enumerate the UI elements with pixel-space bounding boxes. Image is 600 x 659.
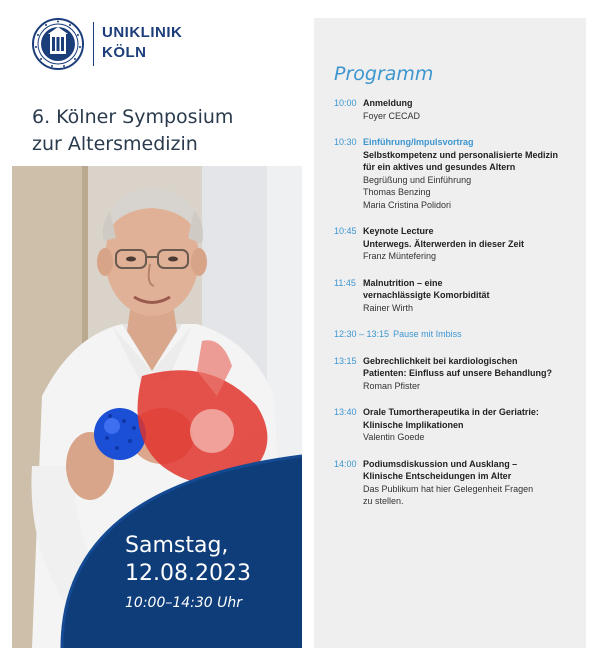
pause-label: Pause mit Imbiss: [393, 329, 462, 339]
program-item-title: Orale Tumortherapeutika in der Geriatrie:: [363, 407, 539, 417]
program-item-subtitle: Klinische Implikationen: [363, 419, 464, 430]
program-item-title: Einführung/Impulsvortrag: [363, 137, 474, 147]
program-item-pause: [334, 328, 584, 341]
program-item-title: Malnutrition – eine: [363, 277, 443, 288]
seal-icon: [32, 18, 84, 70]
program-item: [334, 355, 584, 393]
program-item-title: Keynote Lecture: [363, 226, 434, 236]
program-item-time: 10:45: [334, 226, 357, 236]
program-item-speaker: Roman Pfister: [363, 380, 421, 391]
logo-line-1: UNIKLINIK: [102, 24, 183, 41]
event-title-line-2: zur Altersmedizin: [32, 133, 198, 155]
program-item-detail: zu stellen.: [363, 496, 404, 506]
program-item-time: 10:00: [334, 98, 357, 108]
event-title: [32, 104, 292, 158]
program-item-time: 14:00: [334, 458, 357, 469]
program-item-detail: Foyer CECAD: [363, 110, 421, 121]
program-item-speaker: Valentin Goede: [363, 432, 425, 442]
program-item-detail: Das Publikum hat hier Gelegenheit Fragen: [363, 483, 534, 494]
program-item-title: Gebrechlichkeit bei kardiologischen: [363, 355, 518, 366]
logo-wordmark: [102, 23, 182, 63]
program-item-subtitle: Unterwegs. Älterwerden in dieser Zeit: [363, 238, 525, 249]
program-item-time: 11:45: [334, 277, 356, 288]
program-item: [334, 406, 584, 444]
program-item-speaker: Franz Müntefering: [363, 251, 437, 261]
program-item: [334, 277, 584, 315]
program-list: [334, 97, 584, 508]
program-item-subtitle: Klinische Entscheidungen im Alter: [363, 471, 512, 481]
event-date-value: 12.08.2023: [125, 561, 251, 586]
program-item: [334, 225, 584, 263]
program-item-subtitle: Patienten: Einfluss auf unsere Behandlung?: [363, 368, 553, 378]
uniklinik-logo: [32, 18, 192, 70]
event-time: 10:00–14:30 Uhr: [125, 595, 243, 611]
logo-divider: [93, 22, 94, 66]
program-item-speaker: Maria Cristina Polidori: [363, 199, 452, 210]
program-item-detail: Begrüßung und Einführung: [363, 174, 472, 185]
event-date-day: Samstag,: [125, 533, 229, 558]
program-item-time: 13:15: [334, 355, 357, 366]
program-item-title: Podiumsdiskussion und Ausklang –: [363, 458, 518, 469]
event-title-line-1: 6. Kölner Symposium: [32, 106, 234, 128]
program-item-time: 10:30: [334, 137, 357, 147]
logo-line-2: KÖLN: [102, 44, 147, 61]
program-item-title: Anmeldung: [363, 98, 413, 108]
program-item-time: 13:40: [334, 407, 357, 417]
program-heading: Programm: [334, 63, 434, 85]
pause-time: 12:30 – 13:15: [334, 329, 390, 339]
program-item: [334, 458, 584, 508]
program-item-subtitle: Selbstkompetenz und personalisierte Medizin: [363, 149, 559, 160]
program-item-speaker: Thomas Benzing: [363, 187, 431, 197]
program-item-subtitle: vernachlässigte Komorbidität: [363, 290, 490, 300]
program-item: [334, 136, 584, 211]
program-panel: [314, 18, 586, 648]
program-item-speaker: Rainer Wirth: [363, 302, 414, 313]
program-item-subtitle: für ein aktives und gesundes Altern: [363, 162, 516, 172]
program-item: [334, 97, 584, 122]
event-date: [125, 532, 251, 614]
